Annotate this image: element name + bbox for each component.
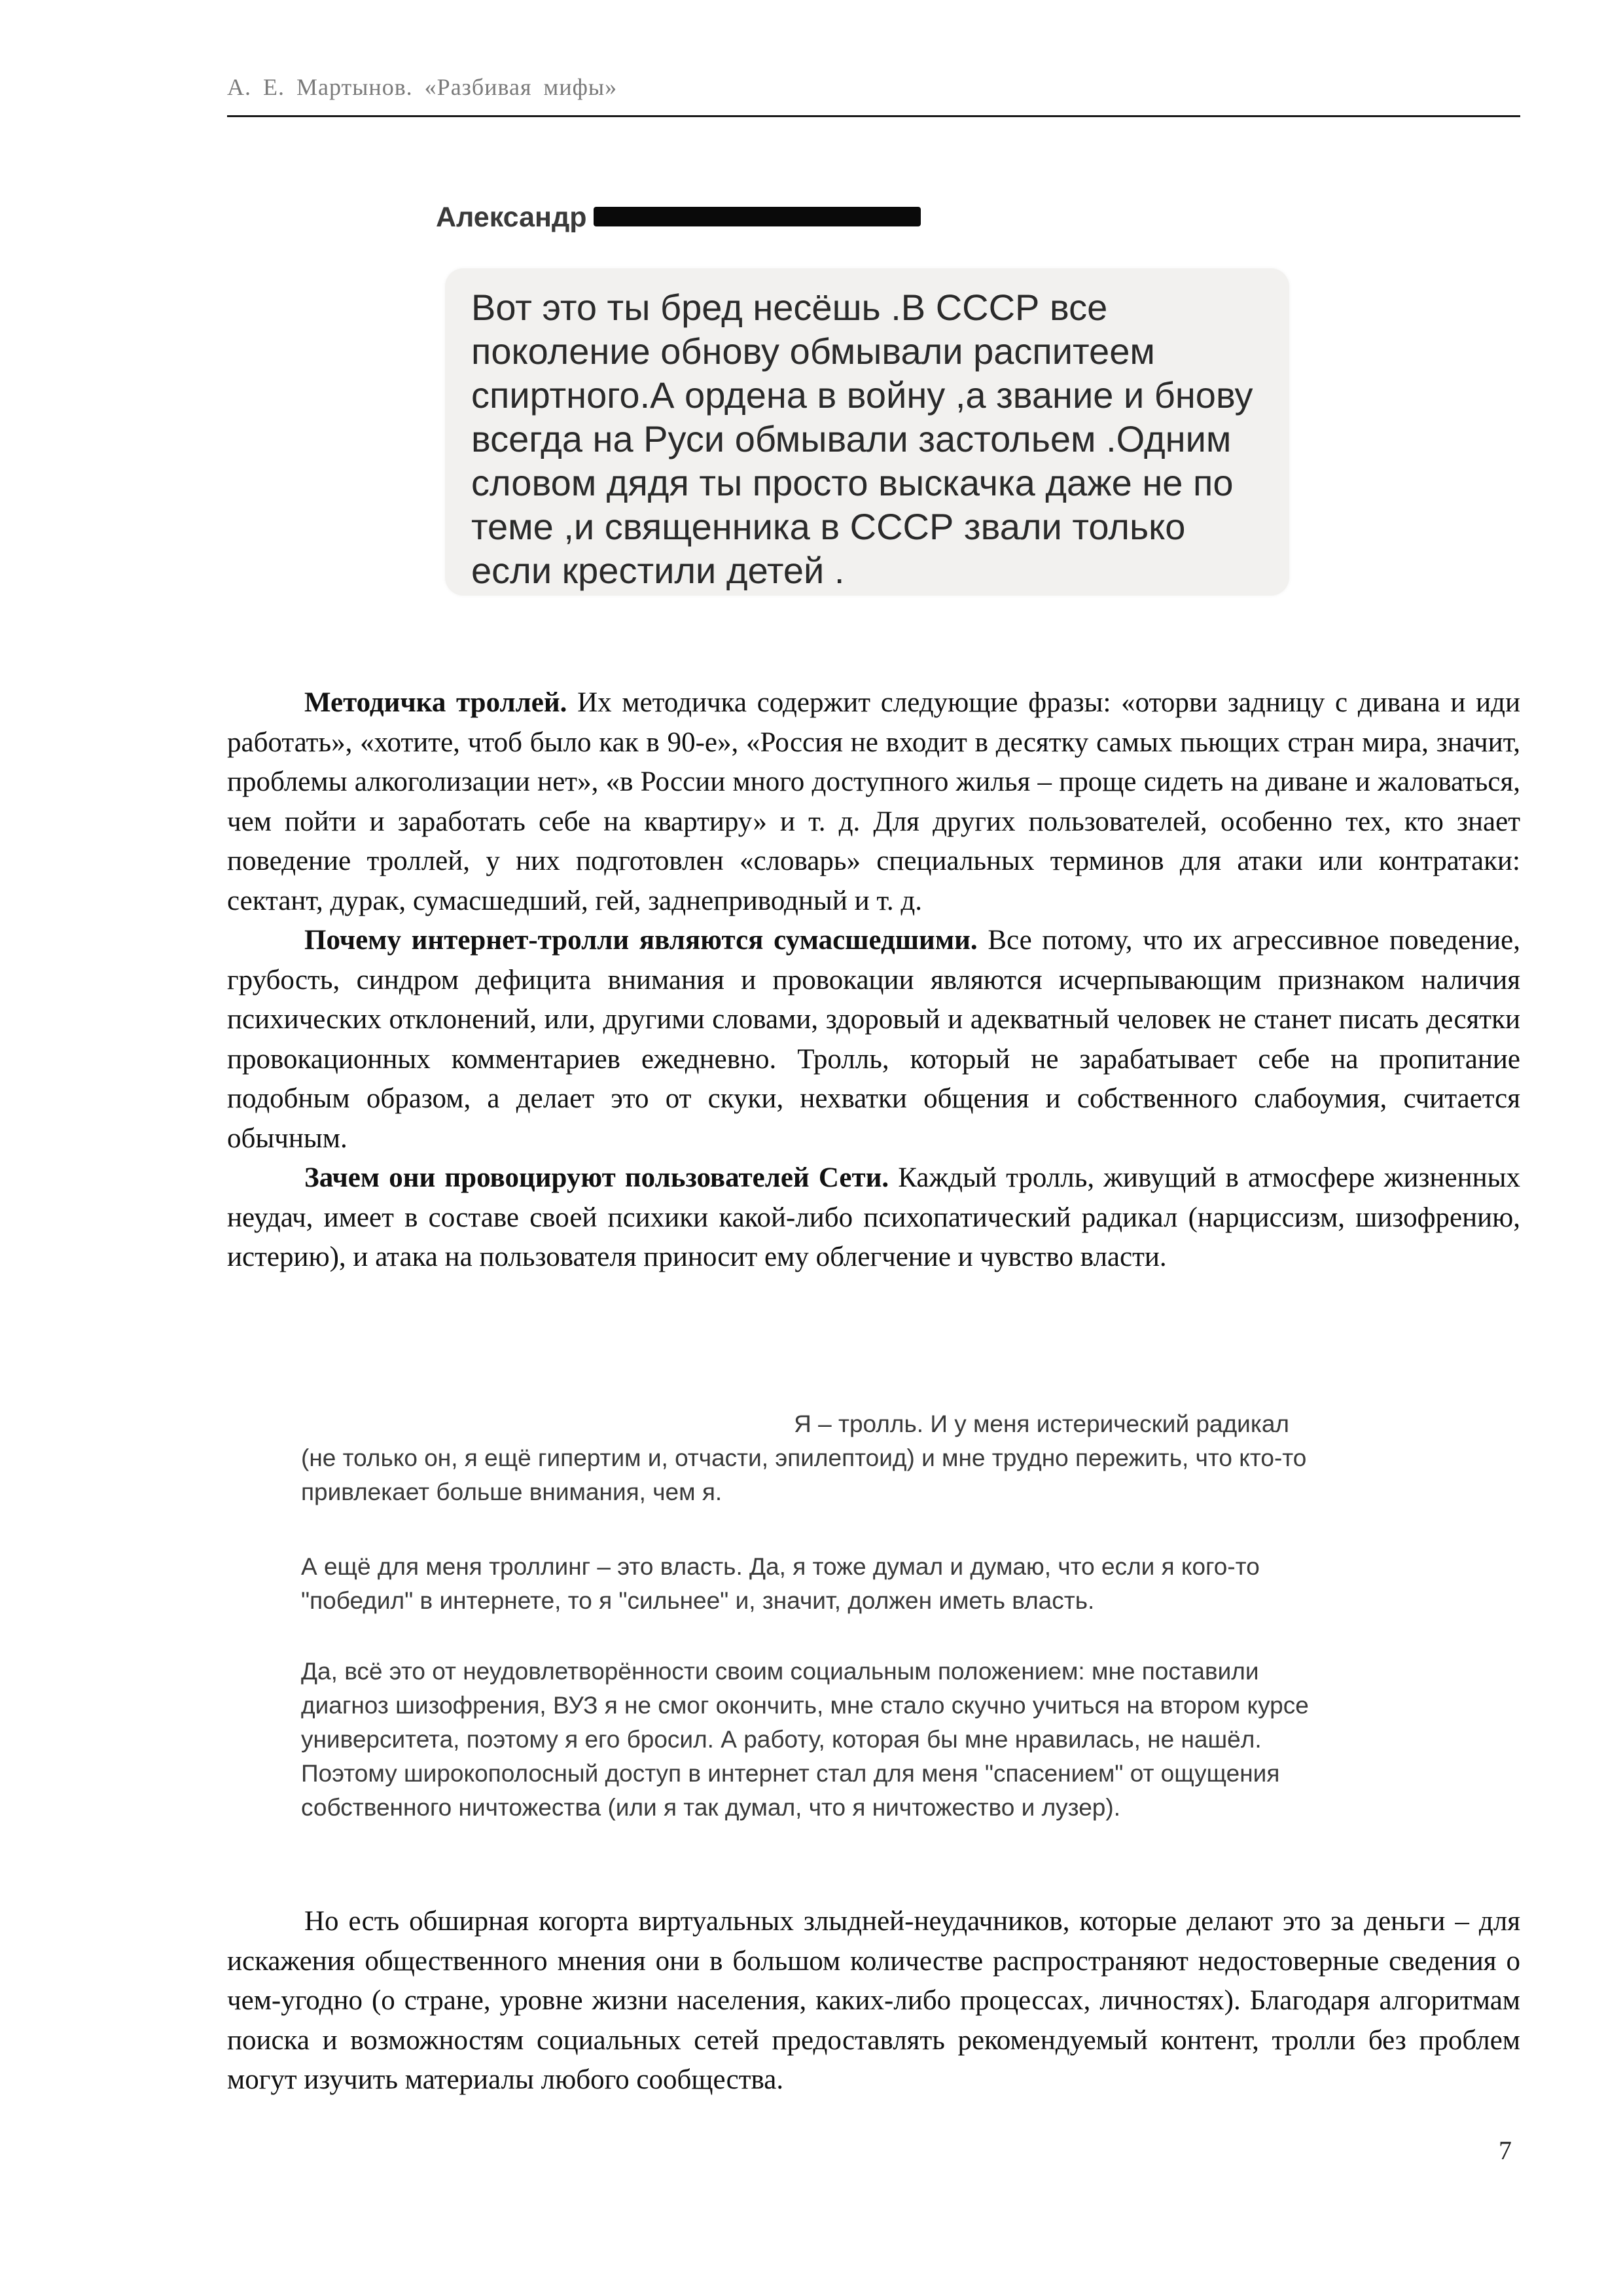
paragraph-why-trolls-insane	[227, 921, 1520, 1158]
comment-line: словом дядя ты просто выскачка даже не по	[471, 462, 1234, 503]
running-header: А. Е. Мартынов. «Разбивая мифы»	[227, 74, 618, 100]
paragraph-heading: Зачем они провоцируют пользователей Сети.	[304, 1162, 889, 1193]
quote-line: диагноз шизофрения, ВУЗ я не смог окончить, мне стало скучно учиться на втором курсе	[301, 1692, 1309, 1719]
author-name-redaction	[594, 207, 921, 226]
comment-line: спиртного.А ордена в войну ,а звание и бнову	[471, 374, 1253, 416]
paragraph-heading: Почему интернет-тролли являются сумасшедшими.	[304, 925, 978, 956]
quote-line: Да, всё это от неудовлетворённости своим социальным положением: мне поставили	[301, 1658, 1259, 1685]
comment-line: всегда на Руси обмывали застольем .Одним	[471, 418, 1232, 459]
comment-line: теме ,и священника в СССР звали только	[471, 506, 1186, 547]
quote-paragraph	[301, 1407, 1433, 1509]
quote-line: привлекает больше внимания, чем я.	[301, 1479, 722, 1505]
quote-paragraph	[301, 1655, 1433, 1825]
comment-screenshot	[432, 196, 1302, 602]
comment-message	[471, 285, 1270, 592]
comment-line: если крестили детей .	[471, 550, 845, 591]
quote-paragraph	[301, 1550, 1433, 1618]
header-rule	[227, 115, 1520, 117]
quote-screenshot	[288, 1394, 1440, 1846]
author-first-name: Александр	[436, 202, 587, 233]
quote-line: Поэтому широкополосный доступ в интернет стал для меня "спасением" от ощущения	[301, 1760, 1280, 1787]
quote-line: университета, поэтому я его бросил. А работу, которая бы мне нравилась, не нашёл.	[301, 1726, 1262, 1753]
quote-line: Я – тролль. И у меня истерический радикал	[794, 1410, 1289, 1437]
quote-line: "победил" в интернете, то я "сильнее" и, значит, должен иметь власть.	[301, 1587, 1095, 1614]
paragraph-paid-trolls: Но есть обширная когорта виртуальных злыдней-неудачников, которые делают это за деньги – для искажения общественного мнения они в большом количестве распространяют недостоверные сведения о чем-угодно (о стране, уровне жизни населения, каких-либо процессах, личностях). Благодаря алгоритмам поиска и возможностям социальных сетей предоставлять рекомендуемый контент, тролли без проблем могут изучить материалы любого сообщества.	[227, 1906, 1520, 2095]
body-text-section	[227, 683, 1520, 1278]
paragraph-text: Каждый тролль, живущий в атмосфере жизненных неудач, имеет в составе своей психики какой-либо психопатический радикал (нарциссизм, шизофрению, истерию), и атака на пользователя приносит ему облегчение и чувство власти.	[227, 1162, 1520, 1272]
comment-bubble	[445, 268, 1289, 596]
comment-author	[436, 202, 921, 234]
paragraph-troll-playbook	[227, 683, 1520, 921]
comment-line: Вот это ты бред несёшь .В СССР все	[471, 287, 1108, 328]
body-text-section	[227, 1902, 1520, 2100]
quote-line: собственного ничтожества (или я так думал, что я ничтожество и лузер).	[301, 1794, 1120, 1821]
paragraph-text: Все потому, что их агрессивное поведение, грубость, синдром дефицита внимания и провокации являются исчерпывающим признаком наличия психических отклонений, или, другими словами, здоровый и адекватный человек не станет писать десятки провокационных комментариев ежедневно. Тролль, который не зарабатывает себе на пропитание подобным образом, а делает это от скуки, нехватки общения и собственного слабоумия, считается обычным.	[227, 925, 1521, 1154]
quote-line: (не только он, я ещё гипертим и, отчасти, эпилептоид) и мне трудно пережить, что кто-то	[301, 1444, 1307, 1471]
paragraph-text: Их методичка содержит следующие фразы: «оторви задницу с дивана и иди работать», «хотите, чтоб было как в 90-е», «Россия не входит в десятку самых пьющих стран мира, значит, проблемы алкоголизации нет», «в России много доступного жилья – проще сидеть на диване и жаловаться, чем пойти и заработать себе на квартиру» и т. д. Для других пользователей, особенно тех, кто знает поведение троллей, у них подготовлен «словарь» специальных терминов для атаки или контратаки: сектант, дурак, сумасшедший, гей, заднеприводный и т. д.	[227, 687, 1520, 916]
paragraph-why-provoke	[227, 1158, 1520, 1278]
comment-line: поколение обнову обмывали распитеем	[471, 331, 1155, 372]
page-number: 7	[1499, 2136, 1512, 2165]
paragraph-heading: Методичка троллей.	[304, 687, 567, 718]
quote-line: А ещё для меня троллинг – это власть. Да, я тоже думал и думаю, что если я кого-то	[301, 1553, 1260, 1580]
